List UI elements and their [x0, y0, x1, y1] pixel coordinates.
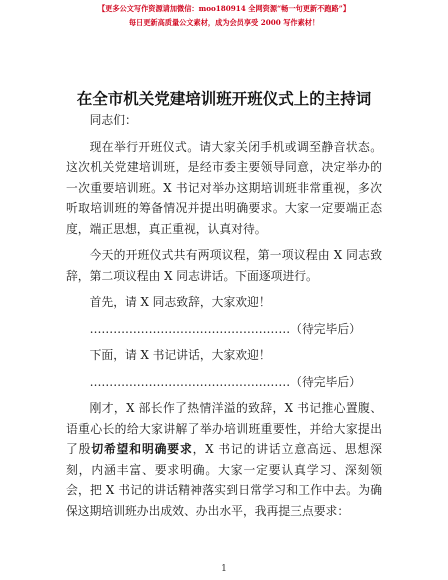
banner-line-1: 【更多公文写作资源请加微信：moo180914 全网资源“畅一句更新不跑路”】	[97, 4, 351, 13]
summary-text-c: ，X 书记的讲话立意高远、思想深刻，内涵丰富、要求明确。大家一定要认真学习、深刻领会，把 X 书记的讲话精神落实到日常学习和工作中去。为确保这期培训班办出成效、办出水平，我再提三点要求：	[66, 442, 382, 518]
summary-text-a: 刚才，X 部长作了热情洋溢的致辞，X 书记推心置腹、语重心长的给大家讲解了举办培训班重要性，并给大家提出了殷	[66, 401, 382, 456]
paragraph-second-speaker: 下面，请 X 书记讲话，大家欢迎！	[89, 348, 271, 362]
paragraph-summary	[66, 398, 382, 521]
greeting: 同志们：	[89, 113, 137, 127]
header-banner	[0, 4, 448, 28]
paragraph-agenda: 今天的开班仪式共有两项议程，第一项议程由 X 同志致辞，第二项议程由 X 同志讲话。下面逐项进行。	[66, 248, 382, 283]
document-body	[66, 110, 382, 521]
summary-bold-text: 切希望和明确要求	[91, 442, 193, 456]
paragraph-opening: 现在举行开班仪式。请大家关闭手机或调至静音状态。这次机关党建培训班，是经市委主要领导同意，决定举办的一次重要培训班。X 书记对举办这期培训班非常重视，多次听取培训班的筹备情况并提出明确要求。大家一定要端正态度，端正思想，真正重视，认真对待。	[66, 139, 382, 236]
dotted-placeholder-1: ……………………………………………（待完毕后）	[89, 321, 361, 336]
banner-line-2: 每日更新高质量公文素材，成为会员享受 2000 写作素材！	[128, 18, 320, 27]
document-title: 在全市机关党建培训班开班仪式上的主持词	[76, 90, 372, 108]
dotted-placeholder-2: ……………………………………………（待完毕后）	[89, 374, 361, 389]
page-number: 1	[221, 564, 227, 574]
paragraph-first-speaker: 首先，请 X 同志致辞，大家欢迎！	[89, 295, 271, 309]
